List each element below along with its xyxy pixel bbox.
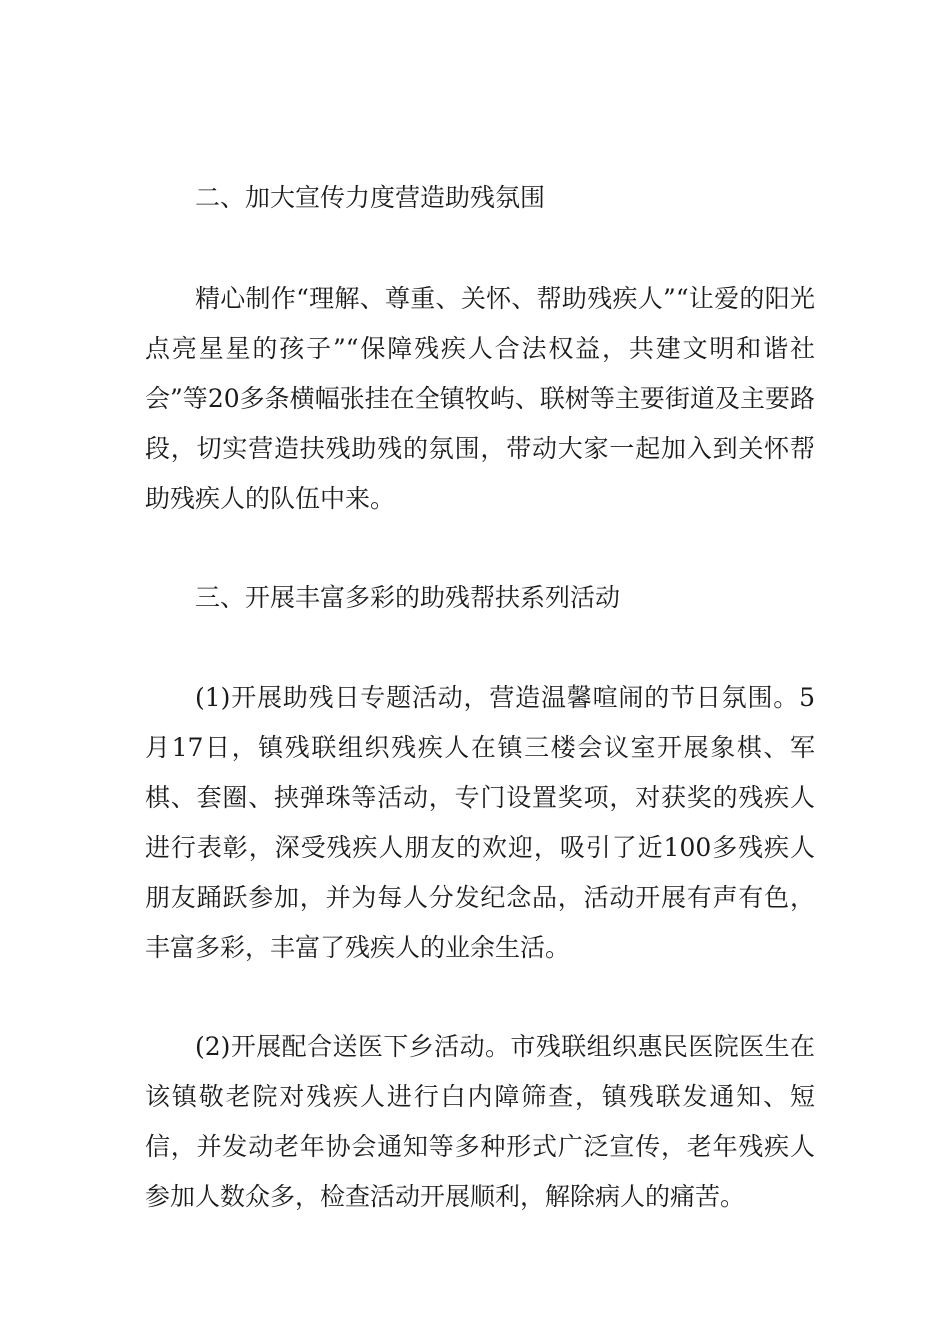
activity-item-1-paragraph: (1)开展助残日专题活动，营造温馨喧闹的节日氛围。5月17日，镇残联组织残疾人在镇三楼会议室开展象棋、军棋、套圈、挟弹珠等活动，专门设置奖项，对获奖的残疾人进行表彰，深受残疾人朋友的欢迎，吸引了近100多残疾人朋友踊跃参加，并为每人分发纪念品，活动开展有声有色，丰富多彩，丰富了残疾人的业余生活。 (145, 683, 815, 962)
section-2-paragraph: 精心制作“理解、尊重、关怀、帮助残疾人”“让爱的阳光点亮星星的孩子”“保障残疾人合法权益，共建文明和谐社会”等20多条横幅张挂在全镇牧屿、联树等主要街道及主要路段，切实营造扶残助残的氛围，带动大家一起加入到关怀帮助残疾人的队伍中来。 (145, 284, 815, 513)
activity-item-2-paragraph: (2)开展配合送医下乡活动。市残联组织惠民医院医生在该镇敬老院对残疾人进行白内障筛查，镇残联发通知、短信，并发动老年协会通知等多种形式广泛宣传，老年残疾人参加人数众多，检查活动开展顺利，解除病人的痛苦。 (145, 1032, 815, 1211)
section-heading-3: 三、开展丰富多彩的助残帮扶系列活动 (195, 583, 621, 612)
section-heading-2: 二、加大宣传力度营造助残氛围 (195, 183, 546, 212)
